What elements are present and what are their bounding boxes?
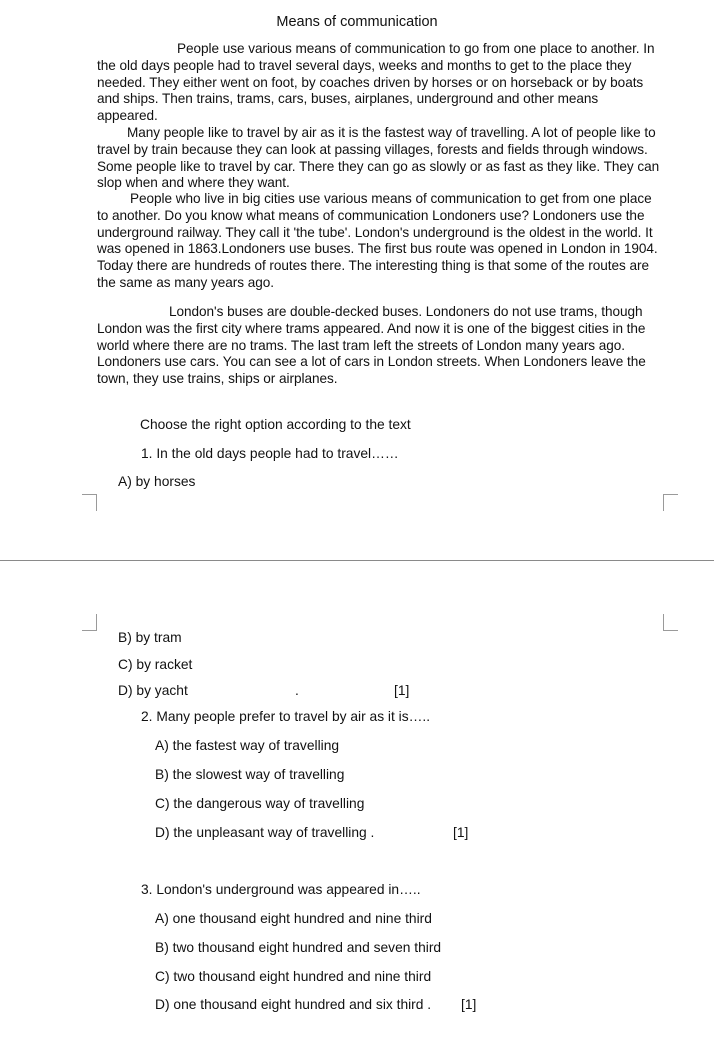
question-2-mark: [1] bbox=[453, 825, 469, 840]
question-2-text: 2. Many people prefer to travel by air as it is….. bbox=[141, 709, 431, 724]
question-1-dot: . bbox=[295, 683, 299, 698]
question-3-option-a: A) one thousand eight hundred and nine third bbox=[155, 911, 432, 926]
paragraph-text: London's buses are double-decked buses. Londoners do not use trams, though London was the first city where trams appeared. And now it is one of the biggest cities in the world where there are no trams. The last tram left the streets of London many years ago. Londoners use cars. You can see a lot of cars in London streets. When Londoners leave the town, they use trains, ships or airplanes. bbox=[97, 304, 646, 387]
passage-paragraph-2 bbox=[97, 125, 662, 192]
question-2-option-d: D) the unpleasant way of travelling . bbox=[155, 825, 375, 840]
page-margin-corner-top-right bbox=[663, 494, 678, 511]
question-3-option-c: C) two thousand eight hundred and nine third bbox=[155, 969, 432, 984]
question-1-option-b: B) by tram bbox=[118, 630, 182, 645]
passage-paragraph-3 bbox=[97, 191, 662, 292]
page-break-divider bbox=[0, 560, 714, 561]
question-1-option-c: C) by racket bbox=[118, 657, 193, 672]
question-1-option-d: D) by yacht bbox=[118, 683, 188, 698]
passage-paragraph-4 bbox=[97, 304, 662, 388]
question-2-option-c: C) the dangerous way of travelling bbox=[155, 796, 365, 811]
question-2-option-a: A) the fastest way of travelling bbox=[155, 738, 340, 753]
paragraph-text: Many people like to travel by air as it is the fastest way of travelling. A lot of people like to travel by train because they can look at passing villages, forests and fields through windows. Some people like to travel by car. There they can go as slowly or as fast as they like. They can slop when and where they want. bbox=[97, 125, 660, 191]
question-3-option-d: D) one thousand eight hundred and six third . bbox=[155, 997, 432, 1012]
page-margin-corner-top-left bbox=[82, 494, 97, 511]
paragraph-text: People use various means of communication to go from one place to another. In the old days people had to travel several days, weeks and months to get to the place they needed. They either went on foot, by coaches driven by horses or on horseback or by boats and ships. Then trains, trams, cars, buses, airplanes, underground and other means appeared. bbox=[97, 41, 655, 124]
page-margin-corner-bottom-right bbox=[663, 614, 678, 631]
question-3-text: 3. London's underground was appeared in….. bbox=[141, 882, 421, 897]
question-3-option-b: B) two thousand eight hundred and seven third bbox=[155, 940, 442, 955]
question-1-option-a: A) by horses bbox=[118, 474, 196, 489]
page-margin-corner-bottom-left bbox=[82, 614, 97, 631]
question-2-option-b: B) the slowest way of travelling bbox=[155, 767, 345, 782]
question-3-mark: [1] bbox=[461, 997, 477, 1012]
instructions-heading: Choose the right option according to the text bbox=[140, 417, 411, 432]
paragraph-text: People who live in big cities use various means of communication to get from one place to another. Do you know what means of communication Londoners use? Londoners use the underground railway. They call it 'the tube'. London's underground is the oldest in the world. It was opened in 1863.Londoners use buses. The first bus route was opened in London in 1904. Today there are hundreds of routes there. The interesting thing is that some of the routes are the same as many years ago. bbox=[97, 191, 658, 290]
question-1-mark: [1] bbox=[394, 683, 410, 698]
page-title: Means of communication bbox=[276, 14, 438, 30]
question-1-text: 1. In the old days people had to travel…… bbox=[141, 446, 399, 461]
passage-paragraph-1 bbox=[97, 41, 662, 125]
